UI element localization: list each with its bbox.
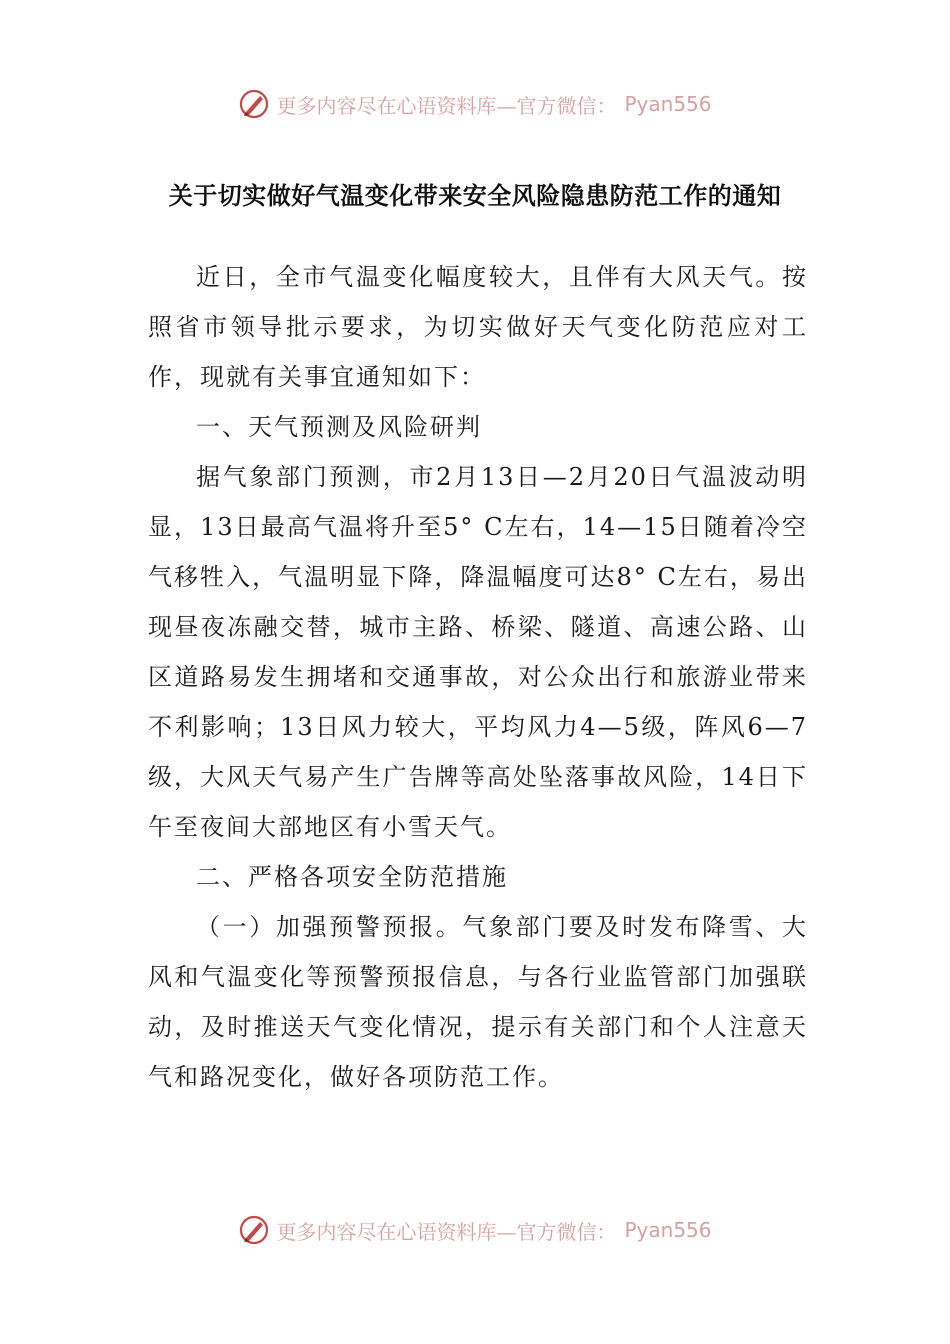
- document-body: [148, 252, 808, 1102]
- paragraph-warning: （一）加强预警预报。气象部门要及时发布降雪、大风和气温变化等预警预报信息，与各行业监管部门加强联动，及时推送天气变化情况，提示有关部门和个人注意天气和路况变化，做好各项防范工作。: [148, 913, 808, 1091]
- watermark-text: 更多内容尽在心语资料库—官方微信：: [276, 93, 617, 118]
- paragraph-forecast: 据气象部门预测，市2月13日—2月20日气温波动明显，13日最高气温将升至5° C左右，14—15日随着冷空气移牲入，气温明显下降，降温幅度可达8° C左右，易出现昼夜冻融交替，城市主路、桥梁、隧道、高速公路、山区道路易发生拥堵和交通事故，对公众出行和旅游业带来不利影响；13日风力较大，平均风力4—5级，阵风6—7级，大风天气易产生广告牌等高处坠落事故风险，14日下午至夜间大部地区有小雪天气。: [148, 463, 808, 841]
- watermark-wechat-id: Pyan556: [624, 92, 712, 116]
- heading-section-1: 一、天气预测及风险研判: [196, 413, 482, 441]
- watermark-bottom: [0, 1210, 950, 1250]
- pen-logo-icon: [238, 1214, 270, 1246]
- watermark-wechat-id: Pyan556: [624, 1218, 712, 1242]
- document-title: 关于切实做好气温变化带来安全风险隐患防范工作的通知: [168, 181, 782, 210]
- pen-logo-icon: [238, 88, 270, 120]
- heading-section-2: 二、严格各项安全防范措施: [196, 863, 508, 891]
- watermark-top: [0, 84, 950, 124]
- watermark-text: 更多内容尽在心语资料库—官方微信：: [276, 1219, 617, 1244]
- paragraph-intro: 近日，全市气温变化幅度较大，且伴有大风天气。按照省市领导批示要求，为切实做好天气变化防范应对工作，现就有关事宜通知如下：: [148, 263, 808, 391]
